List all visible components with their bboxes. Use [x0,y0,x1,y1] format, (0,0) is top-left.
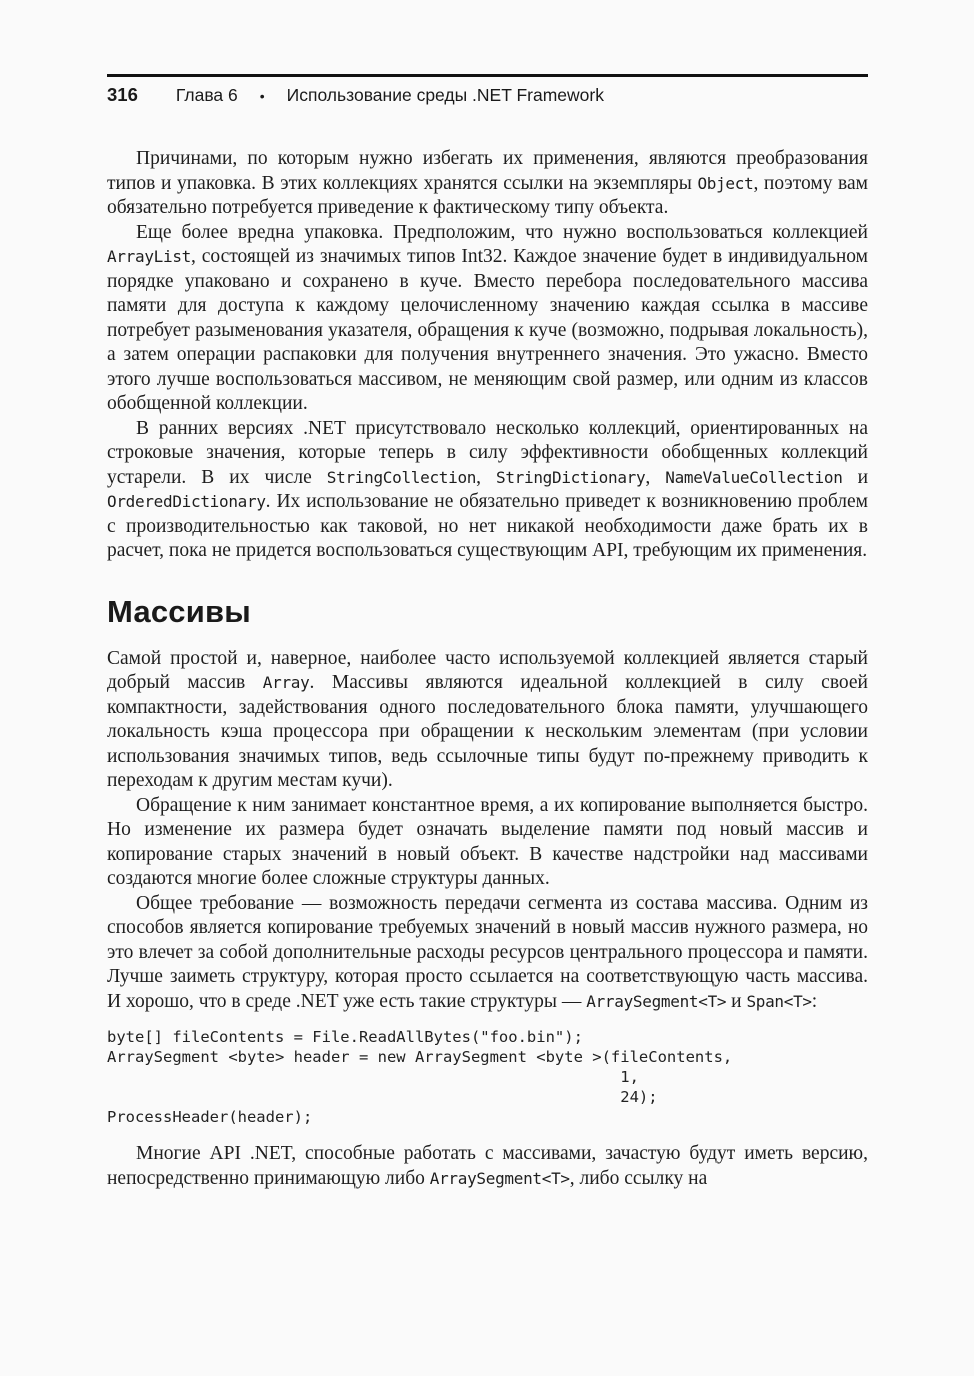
text-run: , поэтому вам обязательно потребуется приведение к фактическому типу объекта. [107,172,868,218]
text-run: Причинами, по которым нужно избегать их применения, являются преобразования типов и упаковка. В этих коллекциях хранятся ссылки на экземпляры [107,148,868,194]
text-run: : [811,990,818,1012]
text-run: , [476,466,497,488]
bullet-separator-icon: • [259,88,265,104]
text-run: В ранних версиях .NET присутствовало несколько коллекций, ориентированных на строковые значения, которые теперь в силу эффективности обобщенных коллекций устарели. В их числе [107,417,868,488]
inline-code: Object [697,173,754,193]
text-run: Многие API .NET, способные работать с массивами, зачастую будут иметь версию, непосредственно принимающую либо [107,1143,868,1189]
inline-code: ArrayList [107,247,191,266]
running-head [107,84,868,106]
page-content [107,147,868,1191]
paragraph [107,221,868,417]
chapter-title: Использование среды .NET Framework [286,85,604,105]
page-number: 316 [107,84,138,105]
code-line: ArraySegment <byte> header = new ArraySegment <byte >(fileContents, [107,1048,733,1066]
inline-code: OrderedDictionary [107,492,266,511]
text-run: . Массивы являются идеальной коллекцией в силу своей компактности, задействования одного последовательного блока памяти, улучшающего локальность кэша процессора при обращении к нескольким элементам (при условии использования значимых типов, ведь ссылочные типы будут по-прежнему приводить к переходам к другим местам кучи). [107,672,868,791]
paragraph [107,1142,868,1191]
inline-code: NameValueCollection [665,467,843,487]
header-rule [107,74,868,77]
text-run: Общее требование — возможность передачи сегмента из состава массива. Одним из способов является копирование требуемых значений в новый массив нужного размера, но это влечет за собой дополнительные расходы ресурсов центрального процессора и памяти. Лучше заиметь структуру, которая просто ссылается на соответствующую часть массива. И хорошо, что в среде .NET уже есть такие структуры — [107,892,868,1012]
chapter-label: Глава 6 [175,85,238,105]
inline-code: StringCollection [326,467,477,487]
code-line: byte[] fileContents = File.ReadAllBytes("foo.bin"); [107,1028,583,1046]
code-block [107,1027,868,1127]
text-run: . Их использование не обязательно приведет к возникновению проблем с производительностью как таковой, но нет никакой необходимости даже брать их в расчет, пока не придется воспользоваться существующим API, требующим их применения. [107,491,868,561]
text-run: Обращение к ним занимает константное время, а их копирование выполняется быстро. Но изменение их размера будет означать выделение памяти под новый массив и копирование старых значений в новый объект. В качестве надстройки над массивами создаются многие более сложные структуры данных. [107,794,868,889]
inline-code: ArraySegment<T> [429,1168,570,1188]
code-line: ProcessHeader(header); [107,1108,313,1126]
paragraph [107,417,868,564]
inline-code: StringDictionary [496,467,646,487]
code-line: 1, [107,1068,639,1086]
text-run: и [726,990,747,1012]
text-run: , состоящей из значимых типов Int32. Каждое значение будет в индивидуальном порядке упаковано и сохранено в куче. Вместо перебора последовательного массива памяти для доступа к каждому целочисленному значению каждая ссылка в массиве потребует разыменования указателя, обращения к куче (возможно, подрывая локальность), а затем операции распаковки для получения внутреннего значения. Это ужасно. Вместо этого лучше воспользоваться массивом, не меняющим свой размер, или одним из классов обобщенной коллекции. [107,246,868,414]
paragraph [107,794,868,892]
paragraph [107,147,868,221]
text-run: и [842,466,869,488]
paragraph [107,647,868,794]
inline-code: ArraySegment<T> [586,991,727,1011]
text-run: , [645,466,666,488]
inline-code: Span<T> [746,991,812,1011]
section-heading: Массивы [107,593,251,629]
page-header [107,74,868,106]
text-run: , либо ссылку на [569,1167,708,1189]
code-line: 24); [107,1088,658,1106]
paragraph [107,892,868,1015]
text-run: Еще более вредна упаковка. Предположим, что нужно воспользоваться коллекцией [136,221,868,243]
inline-code: Array [262,673,310,692]
text-run: Самой простой и, наверное, наиболее часто используемой коллекцией является старый добрый массив [107,647,868,693]
